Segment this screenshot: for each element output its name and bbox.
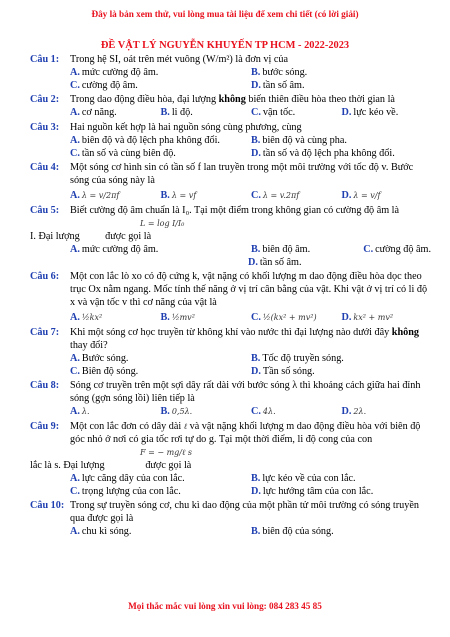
question-text: Trong dao động điều hòa, đại lượng không biến thiên điều hòa theo thời gian là — [70, 94, 395, 106]
option-c: C. tần số và cùng biên độ. — [70, 147, 176, 159]
question-text: Một con lắc đơn có dây dài ℓ và vật nặng khối lượng m dao động điều hòa với biên độ góc nhỏ ở nơi có gia tốc rơi tự do g. Tại một thời điểm, li độ cong của con — [70, 420, 421, 445]
option-b: B. li độ. — [160, 107, 193, 119]
question-list — [30, 53, 432, 540]
question-8 — [30, 379, 432, 418]
question-number: Câu 4: — [30, 162, 60, 174]
question-9: Câu 9: Một con lắc đơn có dây dài ℓ và vật nặng khối lượng m dao động điều hòa với biên độ góc nhỏ ở nơi có gia tốc rơi tự do g. Tại một thời điểm, li độ cong của con F = − mg/ℓ s lắc là s. Đại lượng được gọi là A. lực căng dây của con lắc. B. lực kéo về của con lắc. C. trọng lượng của con lắc. D. lực hướng tâm của con lắc. — [30, 420, 432, 498]
question-number: Câu 1: — [30, 54, 60, 65]
question-number: Câu 5: — [30, 204, 60, 216]
contact-notice: Mọi thắc mắc vui lòng xin vui lòng: 084 283 45 85 — [128, 601, 322, 611]
option-b: B. λ = vf — [160, 190, 197, 202]
option-a: A. biên độ và độ lệch pha không đổi. — [70, 134, 220, 146]
question-number: Câu 2: — [30, 94, 60, 106]
option-a: A. mức cường độ âm. — [70, 243, 159, 255]
question-10 — [30, 499, 432, 538]
question-text: Biết cường độ âm chuẩn là I₀. Tại một điểm trong không gian có cường độ âm là — [70, 204, 400, 216]
preview-notice: Đây là bản xem thử, vui lòng mua tài liệu để xem chi tiết (có lời giải) — [91, 9, 359, 19]
option-d: D. tần số và độ lệch pha không đổi. — [251, 147, 395, 159]
option-c: C. vận tốc. — [251, 107, 296, 119]
question-4 — [30, 161, 432, 202]
question-text: Trong hệ SI, oát trên mét vuông (W/m²) là đơn vị của — [70, 54, 289, 65]
option-b: B. biên độ của sóng. — [251, 526, 334, 538]
formula: L = log I/I₀ — [140, 218, 185, 228]
option-d: D. lực hướng tâm của con lắc. — [251, 485, 374, 497]
option-a: A. λ = v/2πf — [70, 190, 120, 202]
option-c: C. ½(kx² + mv²) — [251, 312, 317, 324]
question-1 — [30, 53, 432, 92]
option-d: D. 2λ. — [341, 406, 367, 418]
question-number: Câu 10: — [30, 500, 65, 512]
option-a: A. Bước sóng. — [70, 352, 129, 364]
option-b: B. biên độ âm. — [251, 243, 311, 255]
option-c: C. cường độ âm. — [363, 243, 432, 255]
question-number: Câu 9: — [30, 420, 60, 432]
option-b: B. biên độ và cùng pha. — [251, 134, 347, 146]
option-d: D. λ = v/f — [341, 190, 381, 202]
option-c: C. 4λ. — [251, 406, 276, 418]
option-b: B. ½mv² — [160, 312, 195, 324]
question-text: Một sóng cơ hình sin có tần số f lan truyền trong một môi trường với tốc độ v. Bước sóng của sóng này là — [70, 162, 414, 187]
question-5: Câu 5: Biết cường độ âm chuẩn là I₀. Tại một điểm trong không gian có cường độ âm là L = log I/I₀ I. Đại lượng được gọi là A. mức cường độ âm. B. biên độ âm. C. cường độ âm. D. tần số âm. — [30, 204, 432, 268]
option-a: A. ½kx² — [70, 312, 103, 324]
option-c: C. Biên độ sóng. — [70, 365, 139, 377]
question-text: Khi một sóng cơ học truyền từ không khí vào nước thì đại lượng nào dưới đây không thay đổi? — [70, 326, 419, 351]
question-7 — [30, 326, 432, 378]
question-text: Trong sự truyền sóng cơ, chu kì dao động của một phần tử môi trường có sóng truyền qua được gọi là — [70, 500, 419, 525]
question-text: Hai nguồn kết hợp là hai nguồn sóng cùng phương, cùng — [70, 121, 302, 133]
question-number: Câu 7: — [30, 326, 60, 338]
option-d: D. tần số âm. — [248, 256, 302, 268]
option-b: B. 0,5λ. — [160, 406, 193, 418]
option-c: C. λ = v.2πf — [251, 190, 300, 202]
option-a: A. chu kì sóng. — [70, 526, 132, 538]
option-c: C. cường độ âm. — [70, 80, 138, 92]
question-number: Câu 3: — [30, 121, 60, 133]
question-3 — [30, 121, 432, 160]
document-title: ĐỀ VẬT LÝ NGUYỄN KHUYẾN TP HCM - 2022-2023 — [100, 40, 350, 51]
question-2 — [30, 93, 432, 119]
option-a: A. λ. — [70, 406, 90, 418]
option-b: B. bước sóng. — [251, 67, 308, 79]
option-a: A. mức cường độ âm. — [70, 67, 159, 79]
option-d: D. Tần số sóng. — [251, 365, 315, 377]
formula: F = − mg/ℓ s — [140, 447, 192, 457]
option-b: B. lực kéo về của con lắc. — [251, 472, 356, 484]
question-number: Câu 8: — [30, 380, 60, 392]
option-a: A. lực căng dây của con lắc. — [70, 472, 185, 484]
question-6 — [30, 270, 432, 324]
option-d: D. tần số âm. — [251, 80, 305, 92]
option-b: B. Tốc độ truyền sóng. — [251, 352, 344, 364]
option-c: C. trọng lượng của con lắc. — [70, 485, 181, 497]
option-a: A. cơ năng. — [70, 107, 117, 119]
option-d: D. kx² + mv² — [341, 312, 394, 324]
option-d: D. lực kéo về. — [341, 107, 399, 119]
question-text: Sóng cơ truyền trên một sợi dây rất dài với bước sóng λ thì khoảng cách giữa hai đỉnh sóng (gợn sóng lồi) liên tiếp là — [70, 380, 421, 405]
question-text: Một con lắc lò xo có độ cứng k, vật nặng có khối lượng m dao động điều hòa dọc theo trục Ox nằm ngang. Mốc tính thế năng ở vị trí cân bằng của vật. Khi vật ở vị trí có li độ x và vận tốc v thì cơ năng của vật là — [70, 271, 428, 309]
question-number: Câu 6: — [30, 271, 60, 283]
